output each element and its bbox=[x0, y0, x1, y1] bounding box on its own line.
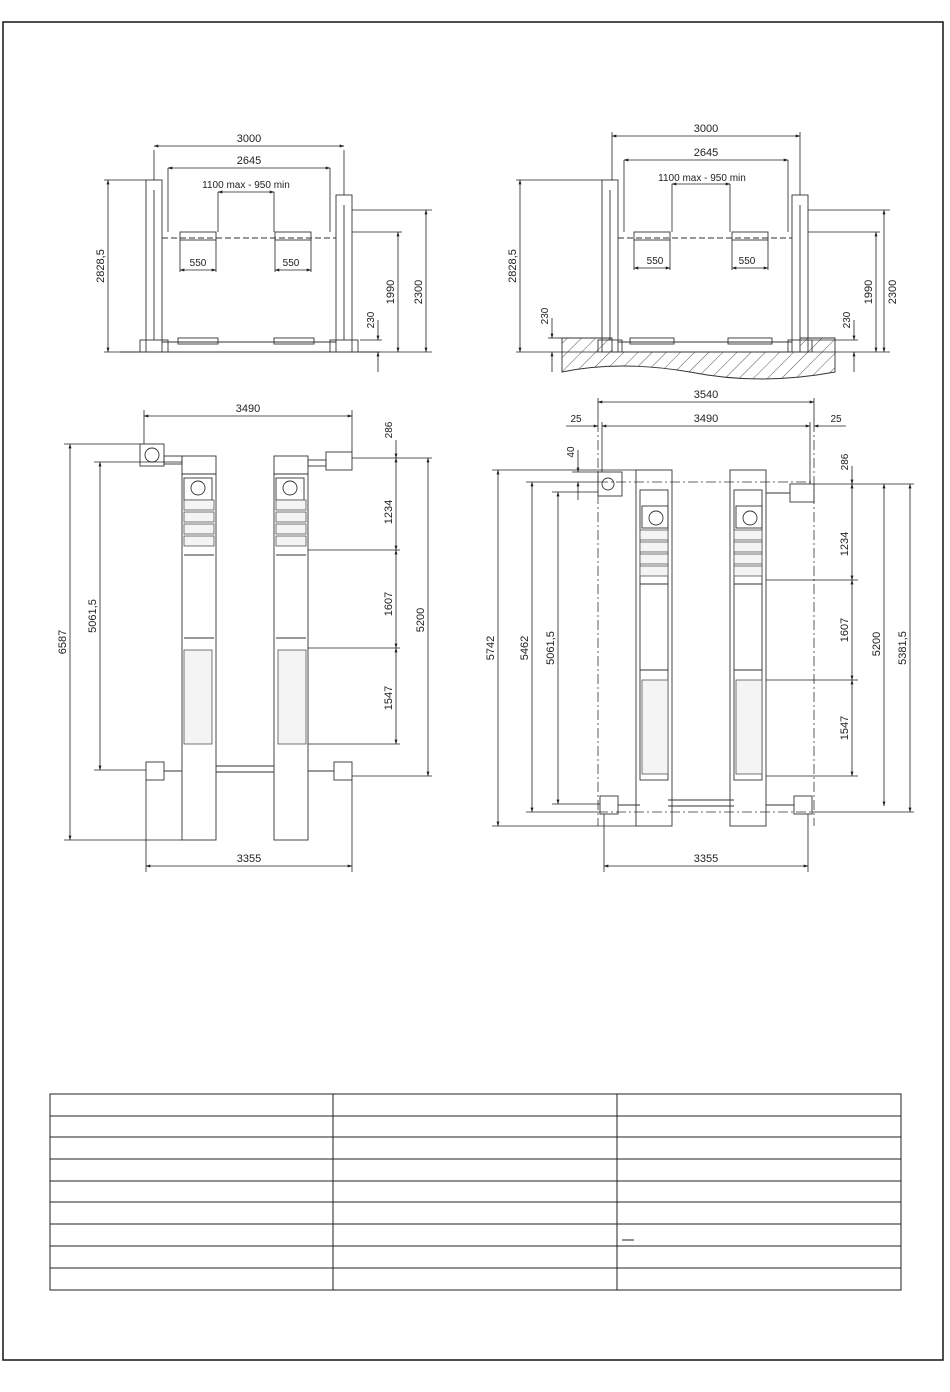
dim-width-bottom-pit: 3355 bbox=[693, 853, 719, 865]
dim-seg-3-pit: 1547 bbox=[839, 715, 851, 741]
top-view-surface bbox=[57, 403, 432, 872]
dim-lift-height: 1990 bbox=[385, 279, 397, 305]
dim-offset-top-pit: 286 bbox=[840, 453, 851, 471]
dim-offset-small: 40 bbox=[566, 446, 577, 458]
front-view-surface bbox=[95, 133, 432, 372]
dim-pad-left-pit: 550 bbox=[646, 256, 664, 267]
dim-width-pit: 3540 bbox=[693, 389, 719, 401]
dim-width-top-pit: 3490 bbox=[693, 413, 719, 425]
dim-offset-top: 286 bbox=[384, 421, 395, 439]
spec-table bbox=[50, 1094, 901, 1290]
dim-width-top: 3490 bbox=[235, 403, 261, 415]
dim-max-height: 2300 bbox=[413, 279, 425, 305]
dim-seg-1-pit: 1234 bbox=[839, 531, 851, 557]
dim-pad-right: 550 bbox=[282, 258, 300, 269]
dim-length-frame: 5200 bbox=[415, 607, 427, 633]
dim-seg-2-pit: 1607 bbox=[839, 617, 851, 643]
dim-length-posts-pit: 5061,5 bbox=[545, 631, 557, 665]
dim-length-frame-pit: 5200 bbox=[871, 631, 883, 657]
dim-length-frame-outer: 5462 bbox=[519, 635, 531, 661]
dim-seg-2: 1607 bbox=[383, 591, 395, 617]
dim-pad-right-pit: 550 bbox=[738, 256, 756, 267]
dim-seg-1: 1234 bbox=[383, 499, 395, 525]
dim-width-inner: 2645 bbox=[236, 155, 262, 167]
top-view-pit bbox=[485, 389, 914, 872]
dim-arm-range-pit: 1100 max - 950 min bbox=[658, 173, 746, 184]
dim-margin-left: 25 bbox=[570, 414, 582, 425]
dim-arm-range: 1100 max - 950 min bbox=[202, 180, 290, 191]
dim-pad-left: 550 bbox=[189, 258, 207, 269]
dim-min-height: 230 bbox=[366, 311, 377, 329]
dim-height-total-pit: 2828,5 bbox=[507, 249, 519, 283]
dim-min-height-pit: 230 bbox=[842, 311, 853, 329]
dim-width-outer: 3000 bbox=[236, 133, 262, 145]
dim-length-posts: 5061,5 bbox=[87, 599, 99, 633]
dim-width-inner-pit: 2645 bbox=[693, 147, 719, 159]
front-view-pit bbox=[507, 123, 899, 379]
dim-length-total: 6587 bbox=[57, 629, 69, 655]
dim-margin-right: 25 bbox=[830, 414, 842, 425]
dim-length-right: 5381,5 bbox=[897, 631, 909, 665]
dim-pit-depth: 230 bbox=[540, 307, 551, 325]
dim-width-outer-pit: 3000 bbox=[693, 123, 719, 135]
dim-length-pit: 5742 bbox=[485, 635, 497, 661]
dim-width-bottom: 3355 bbox=[236, 853, 262, 865]
dim-height-total: 2828,5 bbox=[95, 249, 107, 283]
dim-lift-height-pit: 1990 bbox=[863, 279, 875, 305]
dim-max-height-pit: 2300 bbox=[887, 279, 899, 305]
dim-seg-3: 1547 bbox=[383, 685, 395, 711]
